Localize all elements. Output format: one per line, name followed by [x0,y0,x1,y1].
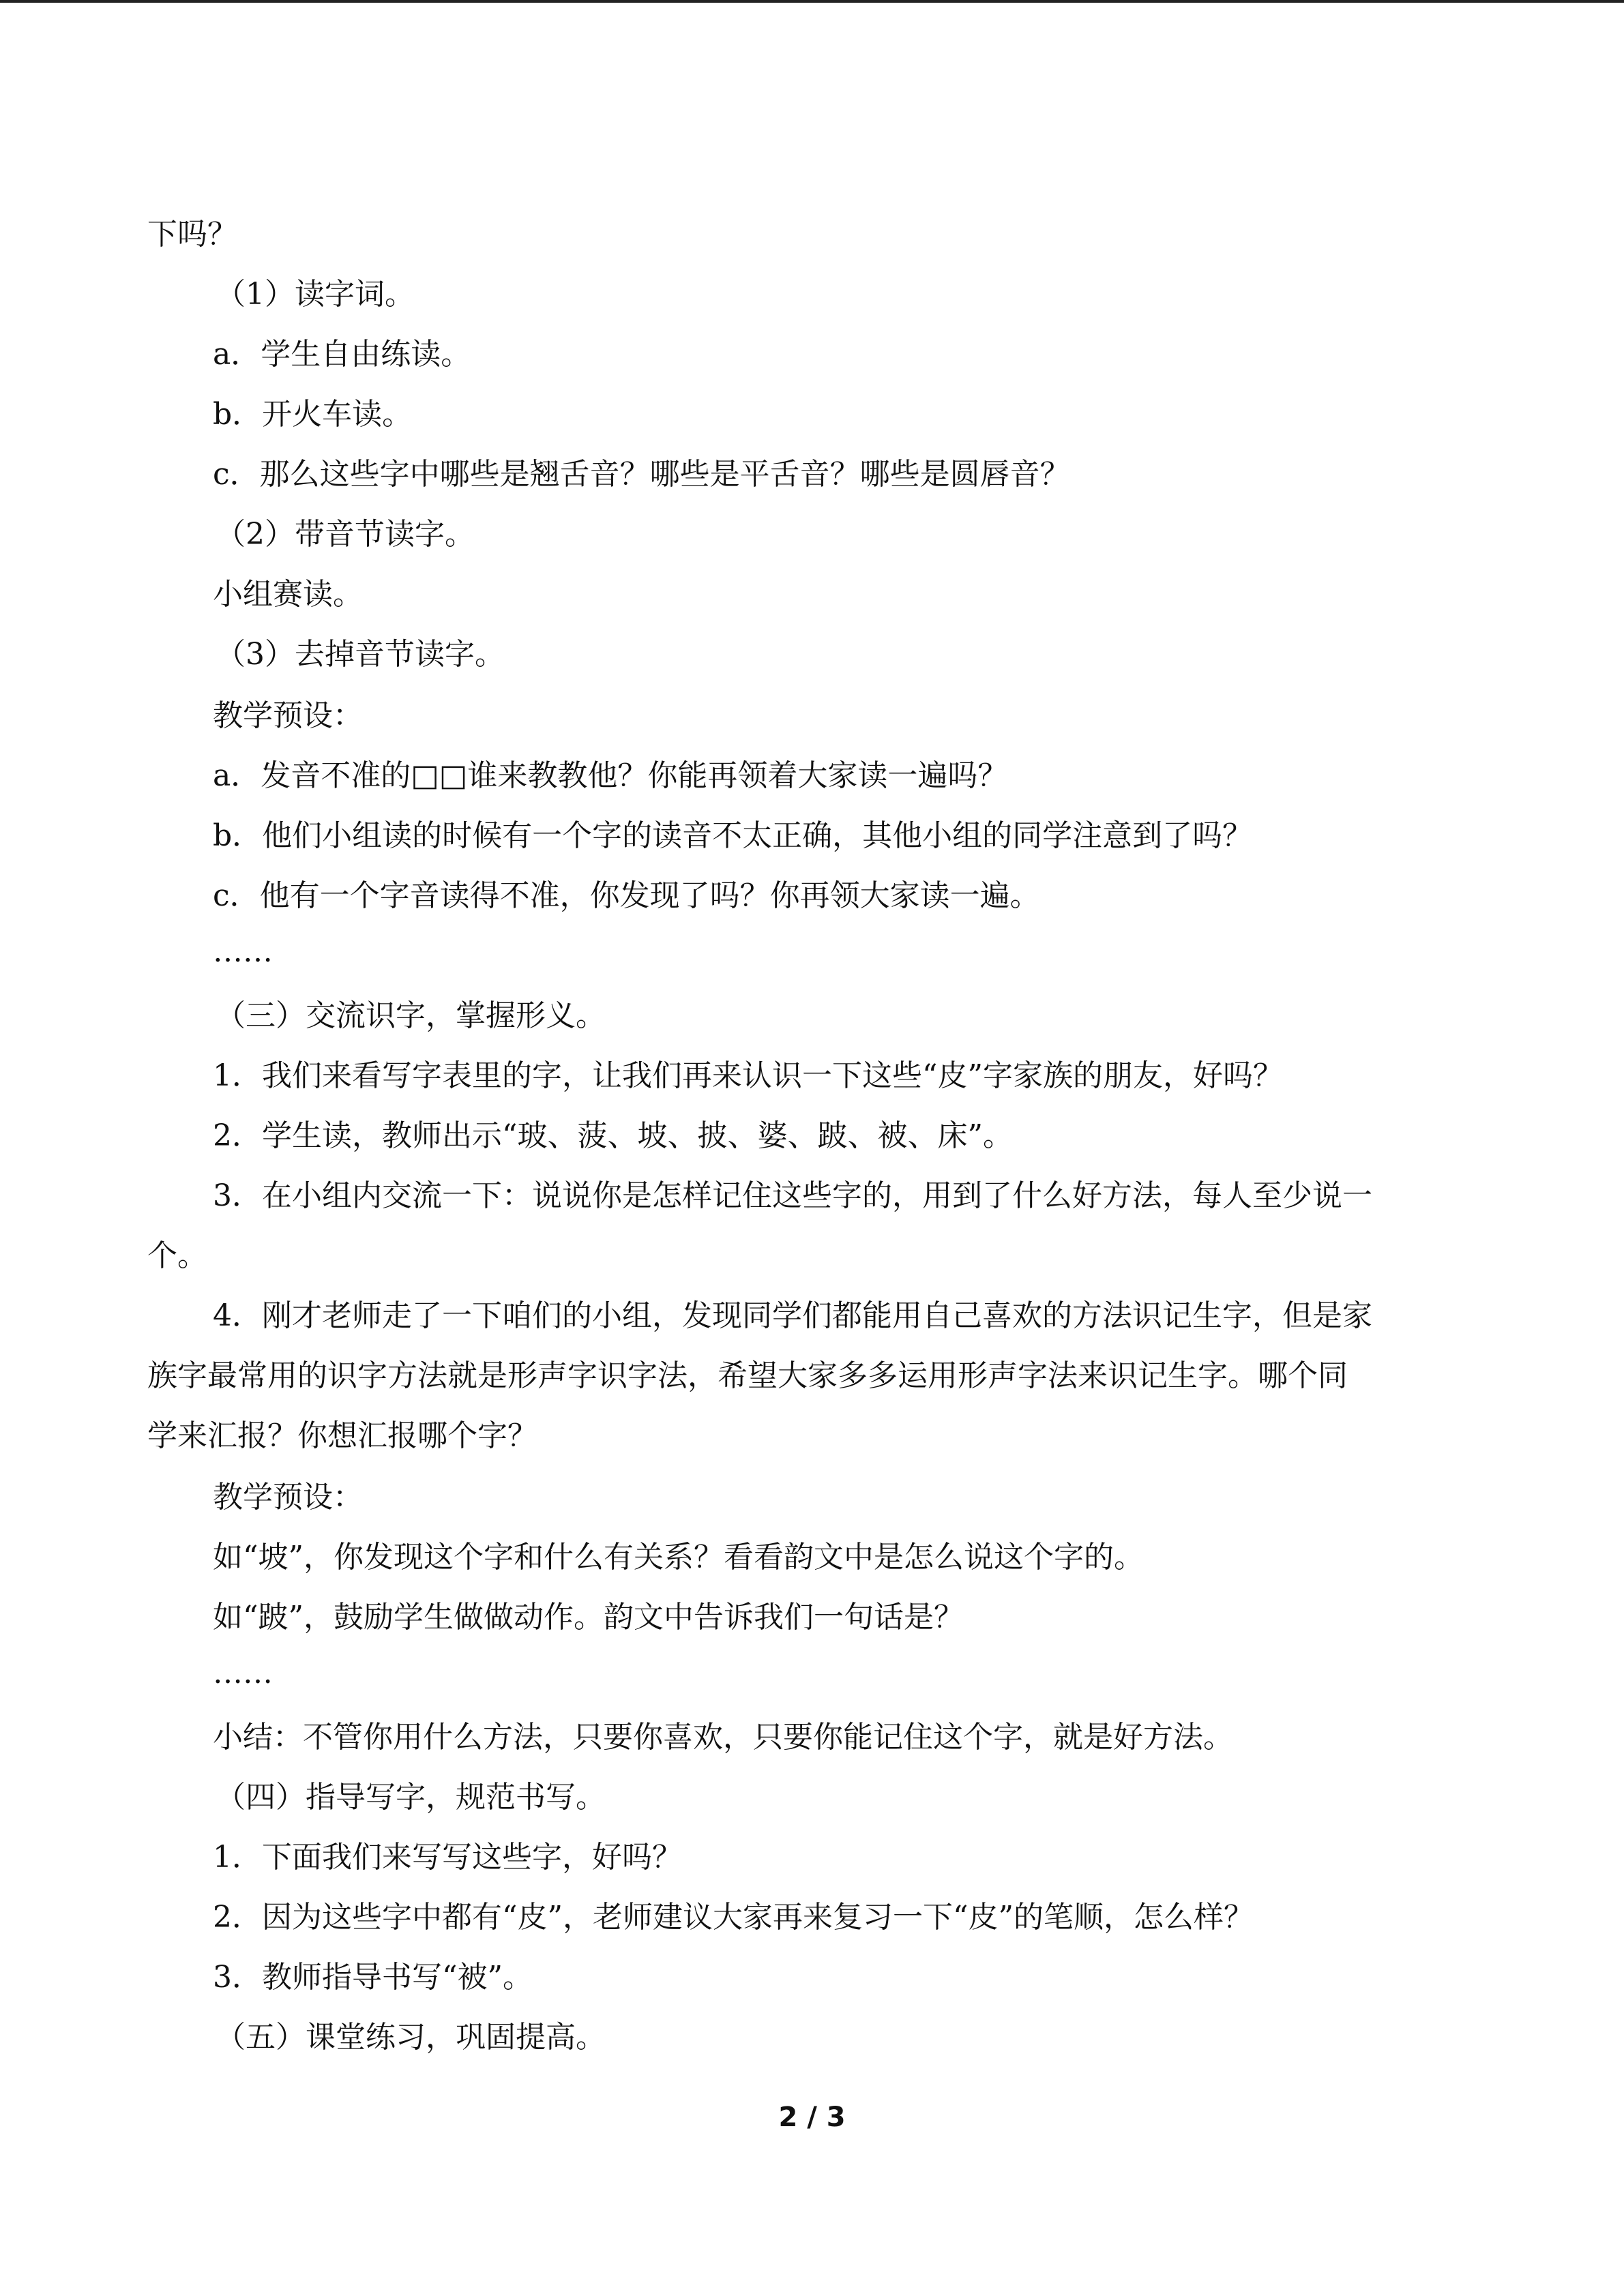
text-line: （3）去掉音节读字。 [216,637,505,672]
page-number: 2 / 3 [778,2102,846,2133]
text-line: 1．我们来看写字表里的字，让我们再来认识一下这些“皮”字家族的朋友，好吗？ [213,1058,1283,1093]
text-line: c．那么这些字中哪些是翘舌音？哪些是平舌音？哪些是圆唇音？ [213,457,1070,492]
text-line: 1．下面我们来写写这些字，好吗？ [213,1840,682,1875]
text-line: c．他有一个字音读得不准，你发现了吗？你再领大家读一遍。 [213,878,1040,913]
text-line: 学来汇报？你想汇报哪个字？ [147,1418,537,1453]
text-line: （1）读字词。 [216,277,415,312]
text-line: a．发音不准的□□谁来教教他？你能再领着大家读一遍吗？ [213,758,1008,793]
section-heading: （三）交流识字，掌握形义。 [216,998,606,1033]
section-heading: （四）指导写字，规范书写。 [216,1780,606,1815]
ellipsis-line: …… [213,934,273,969]
text-line: （2）带音节读字。 [216,517,475,552]
text-line: b．他们小组读的时候有一个字的读音不太正确，其他小组的同学注意到了吗？ [213,818,1253,853]
text-line: a．学生自由练读。 [213,337,471,372]
text-line: 小组赛读。 [213,577,363,612]
ellipsis-line: …… [213,1656,273,1690]
text-line: 如“跛”，鼓励学生做做动作。韵文中告诉我们一句话是？ [213,1600,964,1635]
text-line: 小结：不管你用什么方法，只要你喜欢，只要你能记住这个字，就是好方法。 [213,1720,1233,1755]
text-line: 2．因为这些字中都有“皮”，老师建议大家再来复习一下“皮”的笔顺，怎么样？ [213,1900,1254,1935]
section-heading: （五）课堂练习，巩固提高。 [216,2020,606,2055]
text-line: 2．学生读，教师出示“玻、菠、坡、披、婆、跛、被、床”。 [213,1118,1013,1153]
text-line: 下吗？ [147,217,237,252]
text-line: 3．在小组内交流一下：说说你是怎样记住这些字的，用到了什么好方法，每人至少说一 [213,1178,1372,1213]
text-line: 教学预设： [213,1480,363,1515]
text-line: 族字最常用的识字方法就是形声字识字法，希望大家多多运用形声字法来识记生字。哪个同 [147,1358,1348,1393]
text-line: 4．刚才老师走了一下咱们的小组，发现同学们都能用自己喜欢的方法识记生字，但是家 [213,1298,1372,1333]
text-line: 个。 [147,1238,207,1273]
text-line: 3．教师指导书写“被”。 [213,1960,533,1995]
text-line: 教学预设： [213,698,363,733]
text-line: 如“坡”，你发现这个字和什么有关系？看看韵文中是怎么说这个字的。 [213,1540,1144,1575]
text-line: b．开火车读。 [213,397,413,432]
